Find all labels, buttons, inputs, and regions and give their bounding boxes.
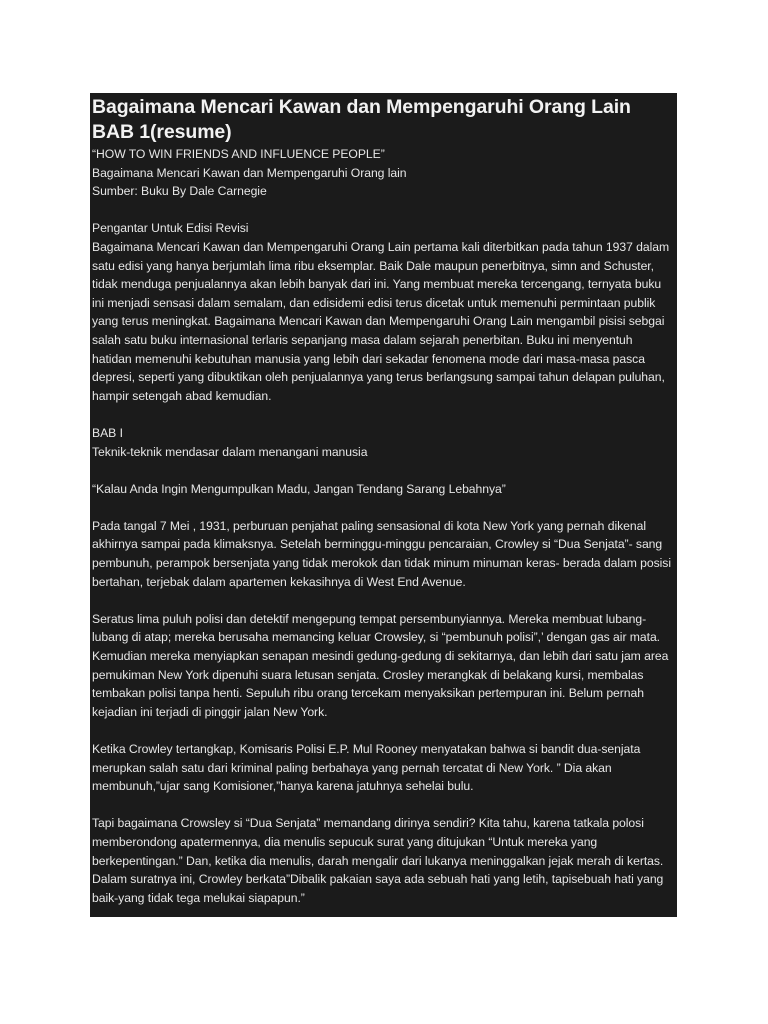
spacer xyxy=(92,405,673,424)
spacer xyxy=(92,591,673,610)
chapter-label: BAB I xyxy=(92,425,123,440)
intro-paragraph: Bagaimana Mencari Kawan dan Mempengaruhi Orang Lain pertama kali diterbitkan pada tahun 1937 dalam satu edisi yang hanya berjumlah lima ribu eksemplar. Baik Dale maupun penerbitnya, simn and Schuster, tidak menduga penjualannya akan lebih banyak dari ini. Yang membuat mereka tercengang, ternyata buku ini menjadi sensasi dalam semalam, dan edisidemi edisi terus dicetak untuk memenuhi permintaan publik yang terus meningkat. Bagaimana Mencari Kawan dan Mempengaruhi Orang Lain mengambil pisisi sebgai salah satu buku internasional terlaris sepanjang masa dalam sejarah penerbitan. Buku ini menyentuh hatidan memenuhi kebutuhan manusia yang lebih dari sekadar fenomena mode dari masa-masa pasca depresi, seperti yang dibuktikan oleh penjualannya yang terus berlangsung sampai tahun delapan puluhan, hampir setengah abad kemudian. xyxy=(92,239,670,403)
document-page xyxy=(90,93,677,917)
body-paragraph-1: Pada tangal 7 Mei , 1931, perburuan penjahat paling sensasional di kota New York yang pernah dikenal akhirnya sampai pada klimaksnya. Setelah berminggu-minggu pencaraian, Crowley si “Dua Senjata”- sang pembunuh, perampok bersenjata yang tidak merokok dan tidak minum minuman keras- berada dalam posisi bertahan, terjebak dalam apartemen kekasihnya di West End Avenue. xyxy=(92,518,672,589)
intro-heading: Pengantar Untuk Edisi Revisi xyxy=(92,221,249,236)
subtitle-indonesian: Bagaimana Mencari Kawan dan Mempengaruhi Orang lain xyxy=(92,165,407,180)
chapter-quote: “Kalau Anda Ingin Mengumpulkan Madu, Jangan Tendang Sarang Lebahnya” xyxy=(92,481,506,496)
body-paragraph-2: Seratus lima puluh polisi dan detektif mengepung tempat persembunyiannya. Mereka membuat lubang-lubang di atap; mereka berusaha memancing keluar Crowsley, si “pembunuh polisi”,’ dengan gas air mata. Kemudian mereka menyiapkan senapan mesindi gedung-gedung di sekitarnya, dan lebih dari satu jam area pemukiman New York dipenuhi suara letusan senjata. Crosley merangkak di belakang kursi, membalas tembakan polisi tanpa henti. Sepuluh ribu orang tercekam menyaksikan pertempuran ini. Belum pernah kejadian ini terjadi di pinggir jalan New York. xyxy=(92,611,669,719)
subtitle-english: “HOW TO WIN FRIENDS AND INFLUENCE PEOPLE” xyxy=(92,147,385,161)
body-paragraph-4: Tapi bagaimana Crowsley si “Dua Senjata” memandang dirinya sendiri? Kita tahu, karena tatkala polosi memberondong apatermennya, dia menulis sepucuk surat yang ditujukan “Untuk mereka yang berkepentingan.” Dan, ketika dia menulis, darah mengalir dari lukanya meninggalkan jejak merah di kertas. Dalam suratnya ini, Crowley berkata”Dibalik pakaian saya ada sebuah hati yang letih, tapisebuah hati yang baik-yang tidak tega melukai siapapun.” xyxy=(92,816,664,905)
spacer xyxy=(92,498,673,517)
spacer xyxy=(92,201,673,220)
spacer xyxy=(92,796,673,815)
source-line: Sumber: Buku By Dale Carnegie xyxy=(92,184,267,199)
body-paragraph-3: Ketika Crowley tertangkap, Komisaris Polisi E.P. Mul Rooney menyatakan bahwa si bandit dua-senjata merupkan salah satu dari kriminal paling berbahaya yang pernah tercatat di New York. ” Dia akan membunuh,”ujar sang Komisioner,”hanya karena jatuhnya sehelai bulu. xyxy=(92,742,641,794)
spacer xyxy=(92,461,673,480)
chapter-title: Teknik-teknik mendasar dalam menangani manusia xyxy=(92,444,368,459)
document-title: Bagaimana Mencari Kawan dan Mempengaruhi Orang Lain BAB 1(resume) xyxy=(92,96,631,143)
spacer xyxy=(92,721,673,740)
